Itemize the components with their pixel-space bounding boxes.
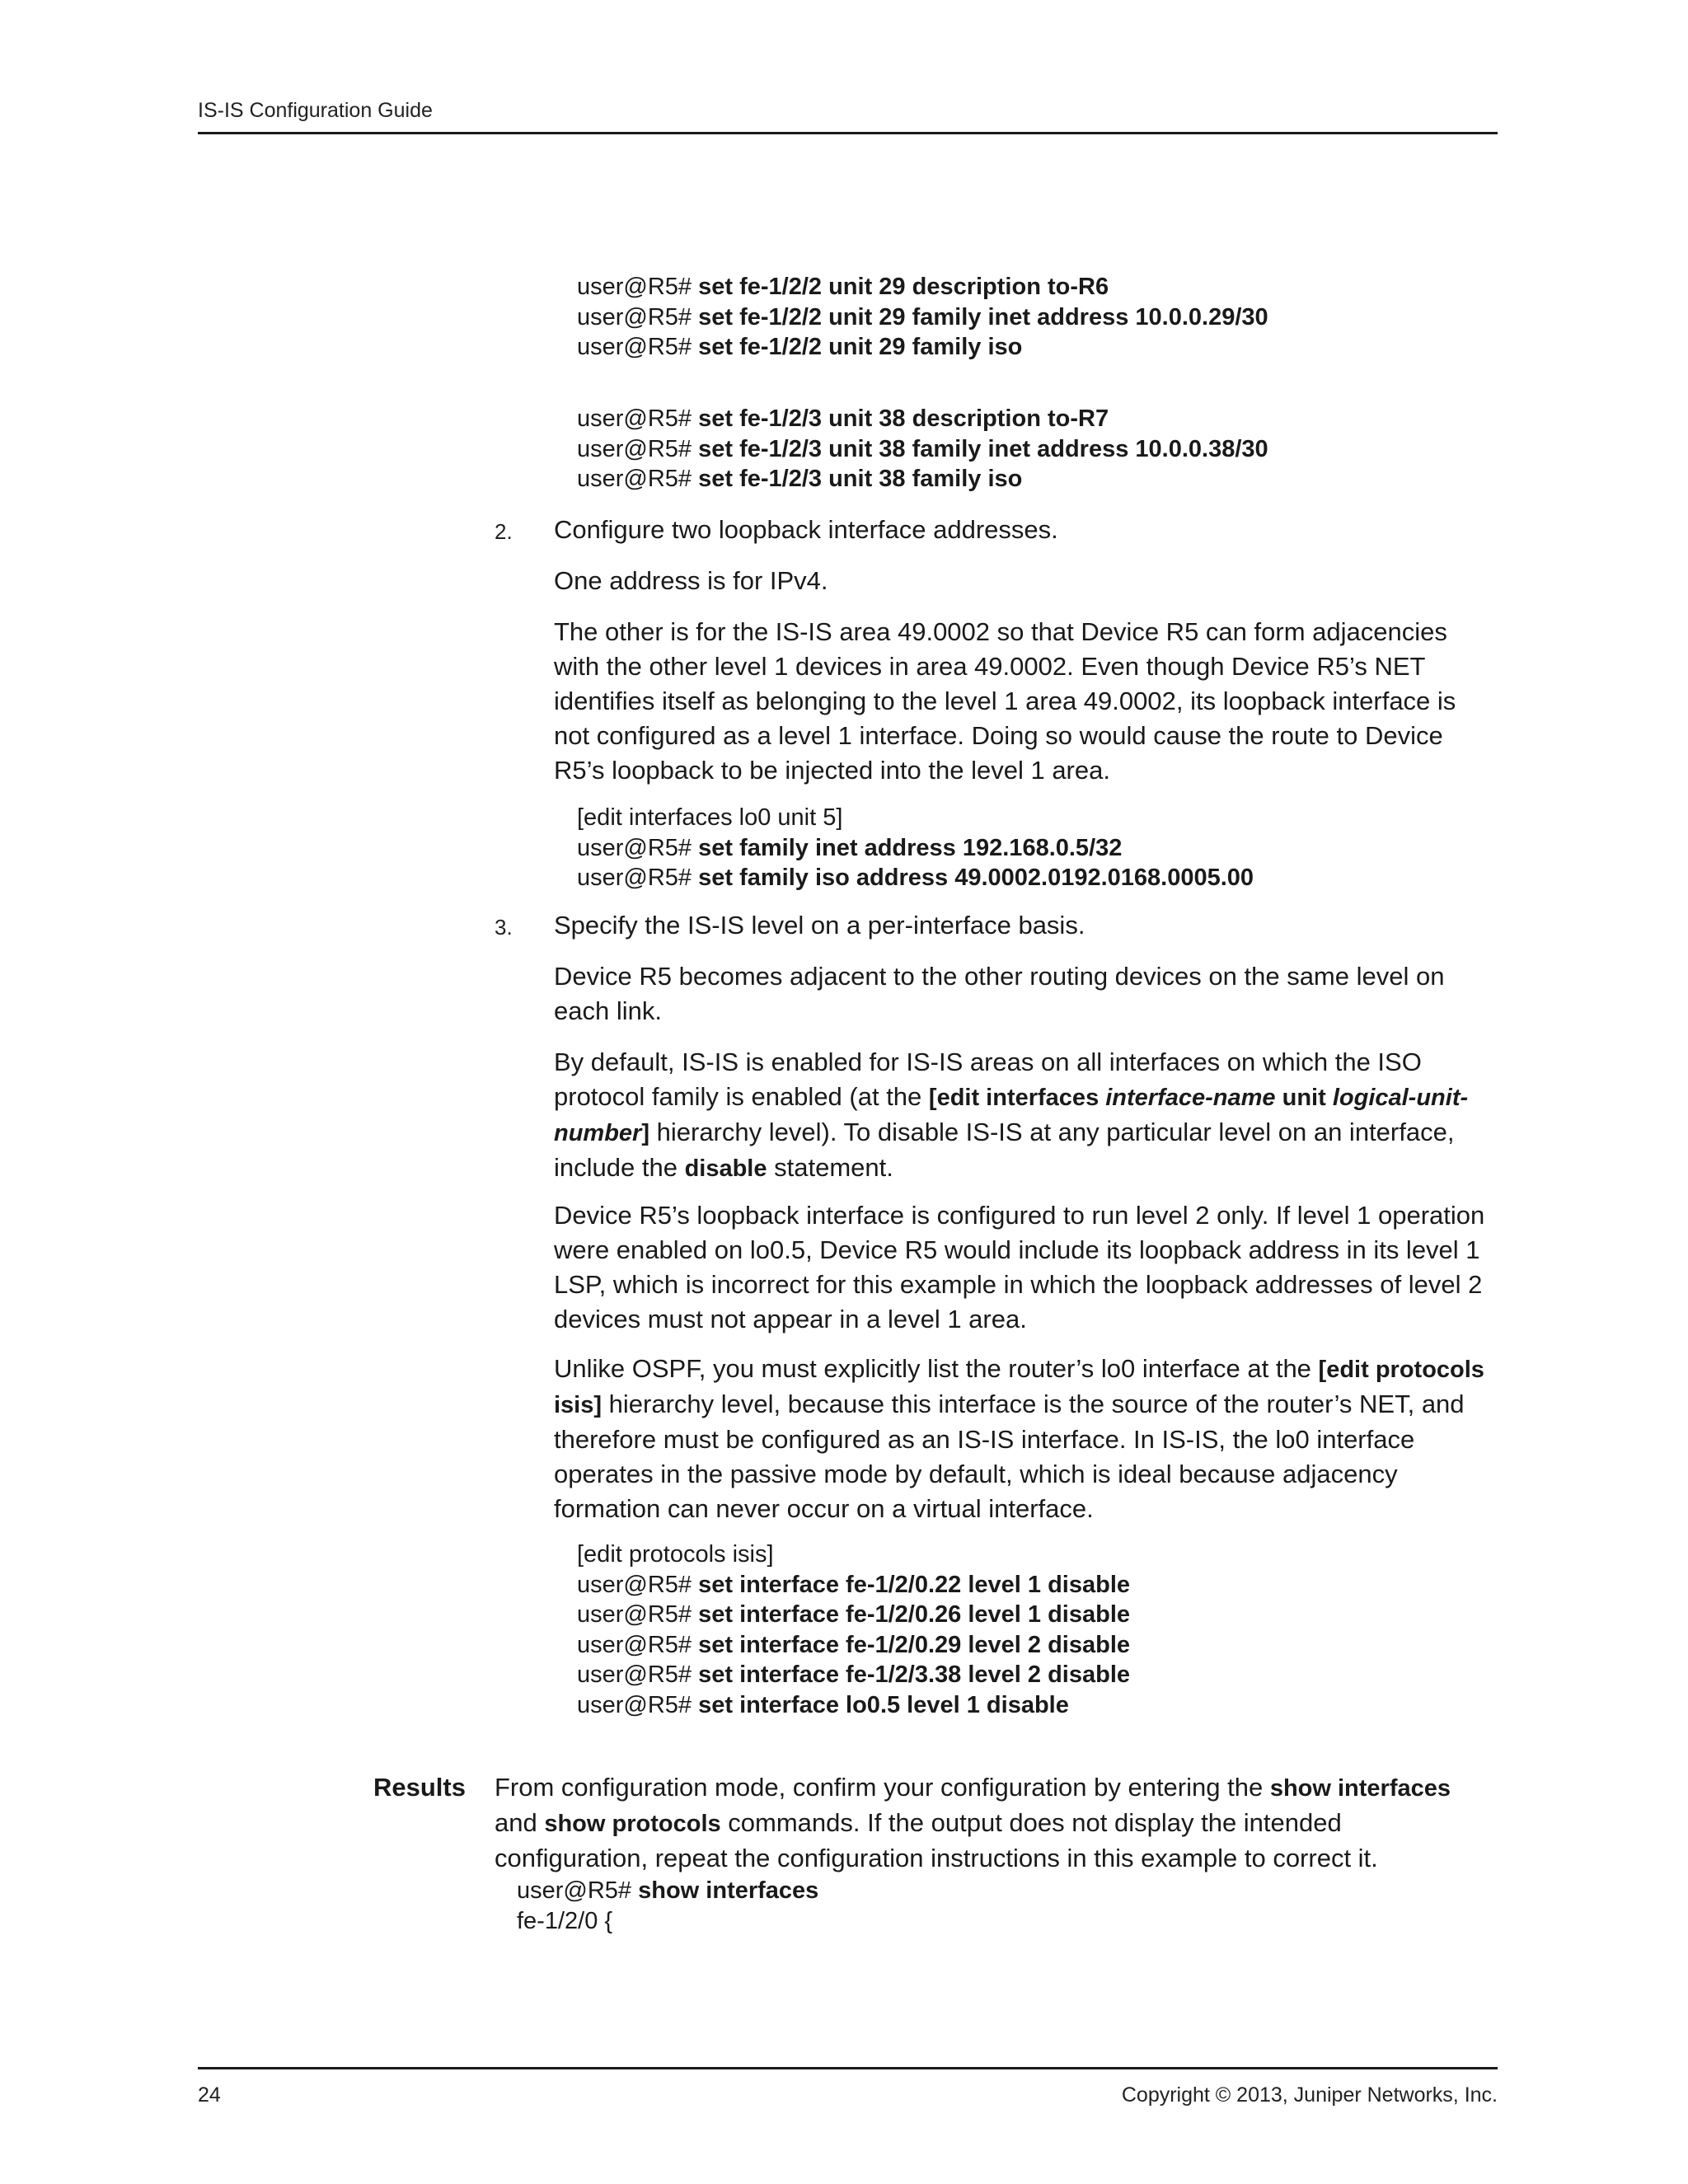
- code-command: set fe-1/2/2 unit 29 family inet address 10.0.0.29/30: [698, 303, 1268, 330]
- step-3-number: 3.: [495, 915, 513, 940]
- step-3-code: [577, 1540, 1130, 1720]
- code-line: [577, 1570, 1130, 1601]
- code-command: set fe-1/2/3 unit 38 family inet address 10.0.0.38/30: [698, 435, 1268, 462]
- code-line: [577, 434, 1268, 465]
- code-line: [517, 1876, 818, 1906]
- page-number: 24: [198, 2083, 221, 2107]
- code-line: [577, 1600, 1130, 1630]
- code-line: [577, 863, 1254, 893]
- code-prompt: user@R5#: [577, 1601, 699, 1628]
- step-3-para-3: Device R5’s loopback interface is configured to run level 2 only. If level 1 operation were enabled on lo0.5, Device R5 would include its loopback address in its level 1 LSP, which is incorrect for this example in which the loopback addresses of level 2 devices must not appear in a level 1 area.: [554, 1201, 1485, 1333]
- code-command: set fe-1/2/3 unit 38 family iso: [698, 466, 1023, 492]
- results-code: [517, 1876, 818, 1936]
- code-prompt: user@R5#: [577, 865, 699, 891]
- code-line: [577, 302, 1268, 333]
- code-command: set family inet address 192.168.0.5/32: [698, 834, 1123, 861]
- code-command: set interface fe-1/2/3.38 level 2 disable: [698, 1661, 1131, 1688]
- code-line: [577, 272, 1268, 302]
- code-line: [577, 464, 1268, 494]
- step-3-title: Specify the IS-IS level on a per-interface basis.: [554, 911, 1085, 940]
- step-2-para-2: The other is for the IS-IS area 49.0002 so that Device R5 can form adjacencies with the other level 1 devices in area 49.0002. Even though Device R5’s NET identifies itself as belonging to the level 1 area 49.0002, its loopback interface is not configured as a level 1 interface. Doing so would cause the route to Device R5’s loopback to be injected into the level 1 area.: [554, 617, 1456, 785]
- code-block-1: [577, 272, 1268, 363]
- code-command: show interfaces: [638, 1877, 819, 1904]
- code-block-2: [577, 404, 1268, 494]
- step-2-para-1: One address is for IPv4.: [554, 566, 828, 595]
- step-3-para-1: Device R5 becomes adjacent to the other routing devices on the same level on each link.: [554, 962, 1445, 1025]
- step-3-para-2: By default, IS-IS is enabled for IS-IS areas on all interfaces on which the ISO protocol family is enabled (at the [edit interfaces interface-name unit logical-unit-number] hierarchy level). To disable IS-IS at any particular level on an interface, include the disable statement.: [554, 1047, 1469, 1182]
- code-prompt: user@R5#: [577, 1631, 699, 1658]
- code-command: set family iso address 49.0002.0192.0168.0005.00: [698, 865, 1254, 891]
- code-prompt: user@R5#: [577, 303, 699, 330]
- code-command: set interface fe-1/2/0.22 level 1 disable: [698, 1571, 1131, 1598]
- step-2-number: 2.: [495, 519, 513, 544]
- code-context: [edit protocols isis]: [577, 1541, 774, 1568]
- step-2-code: [577, 803, 1254, 893]
- code-prompt: user@R5#: [577, 1571, 699, 1598]
- code-line: [577, 1690, 1130, 1721]
- running-header: IS-IS Configuration Guide: [198, 99, 433, 122]
- code-prompt: user@R5#: [577, 334, 699, 360]
- footer-rule: [198, 2067, 1498, 2069]
- code-command: set interface fe-1/2/0.26 level 1 disable: [698, 1601, 1131, 1628]
- code-prompt: user@R5#: [577, 435, 699, 462]
- code-command: set fe-1/2/2 unit 29 description to-R6: [698, 274, 1109, 300]
- header-rule: [198, 132, 1498, 134]
- code-prompt: user@R5#: [577, 834, 699, 861]
- code-prompt: user@R5#: [577, 274, 699, 300]
- code-line: [577, 803, 1254, 833]
- step-2-title: Configure two loopback interface addresses.: [554, 515, 1058, 544]
- code-line: [577, 332, 1268, 363]
- code-context: [edit interfaces lo0 unit 5]: [577, 804, 843, 831]
- results-para: From configuration mode, confirm your configuration by entering the show interfaces and show protocols commands. If the output does not display the intended configuration, repeat the configuration instructions in this example to correct it.: [495, 1773, 1451, 1872]
- code-prompt: user@R5#: [577, 1691, 699, 1718]
- code-line: [517, 1906, 818, 1937]
- code-command: set fe-1/2/3 unit 38 description to-R7: [698, 405, 1109, 432]
- code-command: set fe-1/2/2 unit 29 family iso: [698, 334, 1023, 360]
- code-line: [577, 1540, 1130, 1570]
- results-heading: Results: [373, 1773, 466, 1802]
- code-command: set interface lo0.5 level 1 disable: [698, 1691, 1069, 1718]
- step-3-para-4: Unlike OSPF, you must explicitly list the router’s lo0 interface at the [edit protocols isis] hierarchy level, because this interface is the source of the router’s NET, and therefore must be configured as an IS-IS interface. In IS-IS, the lo0 interface operates in the passive mode by default, which is ideal because adjacency formation can never occur on a virtual interface.: [554, 1354, 1484, 1523]
- code-prompt: user@R5#: [517, 1877, 639, 1904]
- code-prompt: user@R5#: [577, 1661, 699, 1688]
- code-prompt: user@R5#: [577, 405, 699, 432]
- code-line: [577, 404, 1268, 434]
- code-command: set interface fe-1/2/0.29 level 2 disable: [698, 1631, 1131, 1658]
- code-line: [577, 1660, 1130, 1690]
- code-line: [577, 833, 1254, 864]
- copyright-notice: Copyright © 2013, Juniper Networks, Inc.: [1121, 2083, 1498, 2107]
- code-line: [577, 1630, 1130, 1661]
- code-output: fe-1/2/0 {: [517, 1907, 613, 1934]
- code-prompt: user@R5#: [577, 466, 699, 492]
